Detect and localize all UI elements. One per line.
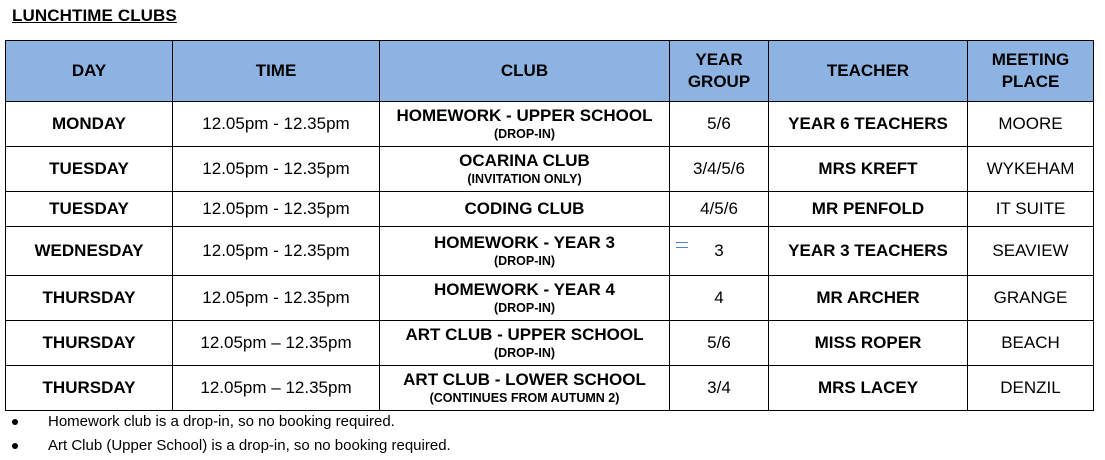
- teacher-cell: MR ARCHER: [769, 276, 968, 321]
- club-name: HOMEWORK - YEAR 4: [433, 280, 616, 299]
- time-cell: 12.05pm - 12.35pm: [173, 192, 380, 227]
- teacher-cell: MISS ROPER: [769, 321, 968, 366]
- club-name: HOMEWORK - YEAR 3: [433, 233, 616, 252]
- day-cell: TUESDAY: [6, 192, 173, 227]
- teacher-cell: YEAR 3 TEACHERS: [769, 227, 968, 276]
- club-cell: [380, 192, 670, 227]
- club-note: (DROP-IN): [493, 254, 556, 268]
- day-cell: THURSDAY: [6, 276, 173, 321]
- header-year-group-line2: GROUP: [687, 72, 751, 91]
- club-note: (DROP-IN): [493, 301, 556, 315]
- lunchtime-clubs-table: [5, 40, 1094, 411]
- page-title: LUNCHTIME CLUBS: [12, 6, 177, 25]
- bullet-icon: [12, 419, 18, 425]
- table-row: [6, 192, 1094, 227]
- table-row: [6, 321, 1094, 366]
- teacher-cell: MRS LACEY: [769, 366, 968, 411]
- teacher-cell: MRS KREFT: [769, 147, 968, 192]
- notes-list: [0, 410, 451, 458]
- table-row: [6, 102, 1094, 147]
- day-cell: THURSDAY: [6, 366, 173, 411]
- time-cell: 12.05pm - 12.35pm: [173, 102, 380, 147]
- club-name: ART CLUB - UPPER SCHOOL: [405, 325, 644, 344]
- club-cell: [380, 276, 670, 321]
- table-row: [6, 147, 1094, 192]
- header-meeting-place: [968, 41, 1094, 102]
- year-group-cell: 3/4/5/6: [670, 147, 769, 192]
- header-day: DAY: [6, 41, 173, 102]
- note-item: [0, 410, 451, 434]
- table-row: [6, 276, 1094, 321]
- header-year-group-line1: YEAR: [695, 50, 743, 69]
- year-group-value: 3: [714, 241, 724, 260]
- club-name: ART CLUB - LOWER SCHOOL: [403, 370, 646, 389]
- club-name: HOMEWORK - UPPER SCHOOL: [396, 106, 653, 125]
- club-cell: [380, 147, 670, 192]
- time-cell: 12.05pm – 12.35pm: [173, 366, 380, 411]
- club-name: OCARINA CLUB: [459, 151, 590, 170]
- year-group-cell: 5/6: [670, 321, 769, 366]
- club-note: (INVITATION ONLY): [467, 172, 582, 186]
- year-group-cell: 4/5/6: [670, 192, 769, 227]
- club-cell: [380, 102, 670, 147]
- teacher-cell: MR PENFOLD: [769, 192, 968, 227]
- meeting-place-cell: MOORE: [968, 102, 1094, 147]
- header-meeting-line2: PLACE: [1001, 72, 1060, 91]
- header-time: TIME: [173, 41, 380, 102]
- header-teacher: TEACHER: [769, 41, 968, 102]
- teacher-cell: YEAR 6 TEACHERS: [769, 102, 968, 147]
- club-note: (DROP-IN): [493, 127, 556, 141]
- club-cell: [380, 366, 670, 411]
- club-note: (DROP-IN): [493, 346, 556, 360]
- time-cell: 12.05pm - 12.35pm: [173, 147, 380, 192]
- note-text: Art Club (Upper School) is a drop-in, so no booking required.: [48, 437, 451, 454]
- meeting-place-cell: IT SUITE: [968, 192, 1094, 227]
- header-row: [6, 41, 1094, 102]
- time-cell: 12.05pm - 12.35pm: [173, 227, 380, 276]
- club-name: CODING CLUB: [464, 199, 585, 218]
- note-text: Homework club is a drop-in, so no booking required.: [48, 413, 395, 430]
- day-cell: THURSDAY: [6, 321, 173, 366]
- day-cell: MONDAY: [6, 102, 173, 147]
- header-club: CLUB: [380, 41, 670, 102]
- year-group-cell: 5/6: [670, 102, 769, 147]
- year-group-cell: 4: [670, 276, 769, 321]
- meeting-place-cell: BEACH: [968, 321, 1094, 366]
- club-cell: [380, 321, 670, 366]
- note-item: [0, 434, 451, 458]
- year-group-cell: 3/4: [670, 366, 769, 411]
- day-cell: TUESDAY: [6, 147, 173, 192]
- time-cell: 12.05pm - 12.35pm: [173, 276, 380, 321]
- meeting-place-cell: DENZIL: [968, 366, 1094, 411]
- club-cell: [380, 227, 670, 276]
- equals-mark-icon: [676, 242, 688, 248]
- header-meeting-line1: MEETING: [991, 50, 1070, 69]
- bullet-icon: [12, 443, 18, 449]
- year-group-cell: [670, 227, 769, 276]
- meeting-place-cell: GRANGE: [968, 276, 1094, 321]
- meeting-place-cell: SEAVIEW: [968, 227, 1094, 276]
- club-note: (CONTINUES FROM AUTUMN 2): [429, 391, 620, 405]
- header-year-group: [670, 41, 769, 102]
- time-cell: 12.05pm – 12.35pm: [173, 321, 380, 366]
- day-cell: WEDNESDAY: [6, 227, 173, 276]
- meeting-place-cell: WYKEHAM: [968, 147, 1094, 192]
- table-row: [6, 227, 1094, 276]
- table-row: [6, 366, 1094, 411]
